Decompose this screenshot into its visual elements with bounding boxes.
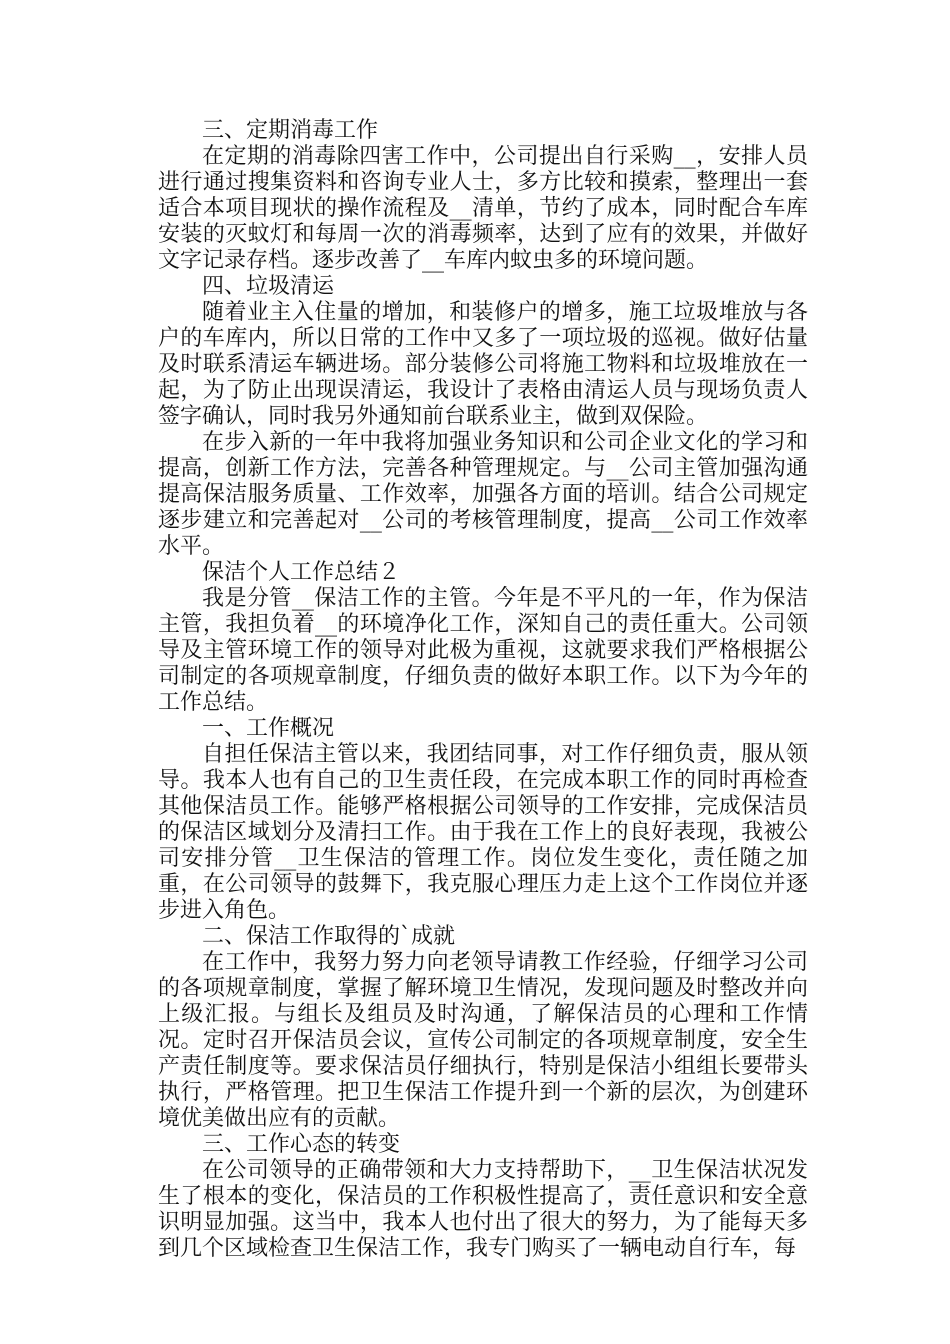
section-heading-overview: 一、工作概况 [202,716,335,741]
section-heading-disinfection: 三、定期消毒工作 [202,118,379,143]
paragraph-mindset: 在公司领导的正确带领和大力支持帮助下，__卫生保洁状况发生了根本的变化，保洁员的工作积极性提高了，责任意识和安全意识明显加强。这当中，我本人也付出了很大的努力，为了能每天多到几个区域检查卫生保洁工作，我专门购买了一辆电动自行车，每 [158,1158,808,1261]
document-title-summary-2: 保洁个人工作总结２ [202,560,401,585]
paragraph-new-year-plan: 在步入新的一年中我将加强业务知识和公司企业文化的学习和提高，创新工作方法，完善各种管理规定。与__公司主管加强沟通提高保洁服务质量、工作效率，加强各方面的培训。结合公司规定逐步建立和完善起对__公司的考核管理制度，提高__公司工作效率水平。 [158,430,808,559]
section-heading-achievements: 二、保洁工作取得的`成就 [202,924,456,949]
section-heading-garbage: 四、垃圾清运 [202,274,335,299]
section-heading-mindset: 三、工作心态的转变 [202,1132,401,1157]
paragraph-achievements: 在工作中，我努力努力向老领导请教工作经验，仔细学习公司的各项规章制度，掌握了解环境卫生情况，发现问题及时整改并向上级汇报。与组长及组员及时沟通，了解保洁员的心理和工作情况。定时召开保洁员会议，宣传公司制定的各项规章制度，安全生产责任制度等。要求保洁员仔细执行，特别是保洁小组组长要带头执行，严格管理。把卫生保洁工作提升到一个新的层次，为创建环境优美做出应有的贡献。 [158,950,808,1131]
paragraph-overview: 自担任保洁主管以来，我团结同事，对工作仔细负责，服从领导。我本人也有自己的卫生责任段，在完成本职工作的同时再检查其他保洁员工作。能够严格根据公司领导的工作安排，完成保洁员的保洁区域划分及清扫工作。由于我在工作上的良好表现，我被公司安排分管__卫生保洁的管理工作。岗位发生变化，责任随之加重，在公司领导的鼓舞下，我克服心理压力走上这个工作岗位并逐步进入角色。 [158,742,808,923]
document-body [158,118,808,1262]
paragraph-garbage: 随着业主入住量的增加，和装修户的增多，施工垃圾堆放与各户的车库内，所以日常的工作中又多了一项垃圾的巡视。做好估量及时联系清运车辆进场。部分装修公司将施工物料和垃圾堆放在一起，为了防止出现误清运，我设计了表格由清运人员与现场负责人签字确认，同时我另外通知前台联系业主，做到双保险。 [158,300,808,429]
paragraph-intro: 我是分管__保洁工作的主管。今年是不平凡的一年，作为保洁主管，我担负着__的环境净化工作，深知自己的责任重大。公司领导及主管环境工作的领导对此极为重视，这就要求我们严格根据公司制定的各项规章制度，仔细负责的做好本职工作。以下为今年的工作总结。 [158,586,808,715]
paragraph-disinfection: 在定期的消毒除四害工作中，公司提出自行采购__，安排人员进行通过搜集资料和咨询专业人士，多方比较和摸索，整理出一套适合本项目现状的操作流程及__清单，节约了成本，同时配合车库安装的灭蚊灯和每周一次的消毒频率，达到了应有的效果，并做好文字记录存档。逐步改善了__车库内蚊虫多的环境问题。 [158,144,808,273]
